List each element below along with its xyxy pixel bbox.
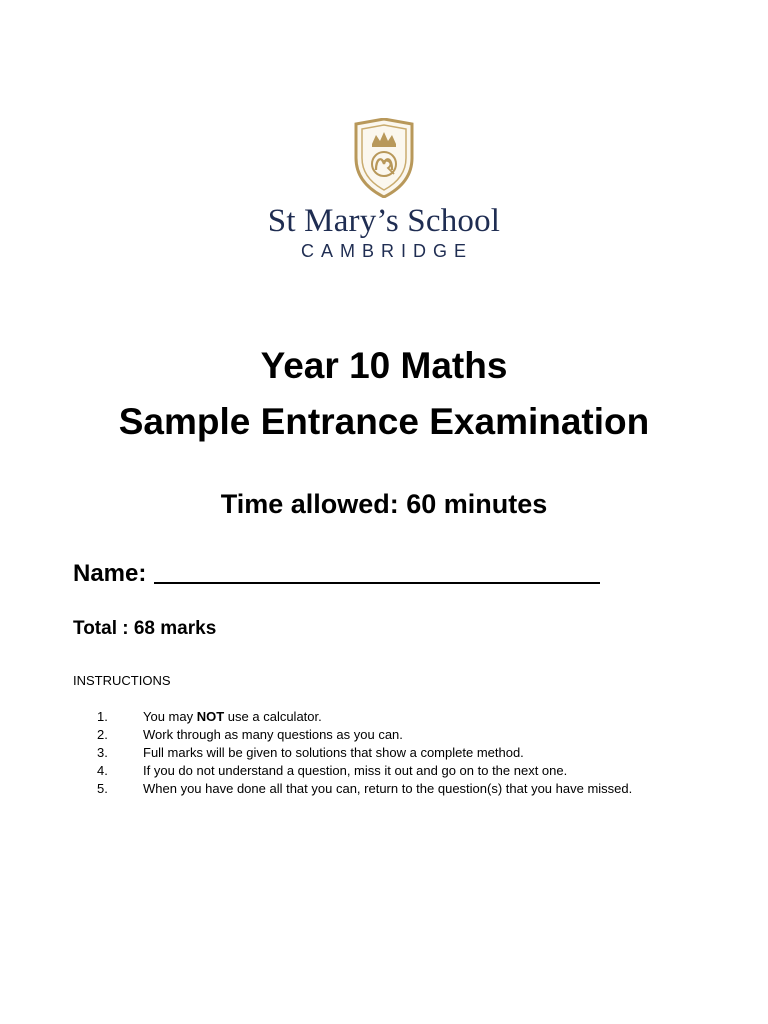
instruction-text: Full marks will be given to solutions that show a complete method.: [143, 745, 524, 760]
instruction-item: [73, 744, 713, 762]
school-name: St Mary’s School: [267, 203, 501, 239]
instructions-list: [73, 708, 713, 798]
school-city: CAMBRIDGE: [300, 241, 473, 261]
instruction-number: 2.: [97, 727, 108, 742]
name-label: Name:: [73, 560, 147, 587]
exam-title-line1: Year 10 Maths: [260, 345, 508, 386]
exam-title-line2: Sample Entrance Examination: [118, 401, 650, 442]
instruction-number: 5.: [97, 781, 108, 796]
time-allowed: Time allowed: 60 minutes: [220, 489, 548, 519]
total-marks: Total : 68 marks: [73, 618, 217, 639]
instruction-text-after: use a calculator.: [224, 709, 322, 724]
name-field: [73, 556, 600, 592]
instruction-number: 3.: [97, 745, 108, 760]
instruction-item: [73, 762, 713, 780]
instruction-text-before: You may: [143, 709, 197, 724]
instruction-text: [143, 708, 322, 726]
instruction-text: When you have done all that you can, return to the question(s) that you have missed.: [143, 781, 633, 796]
instructions-heading: INSTRUCTIONS: [73, 673, 171, 688]
instruction-text-bold: NOT: [196, 709, 225, 724]
school-crest-icon: [352, 118, 416, 198]
instruction-item: [73, 708, 713, 726]
school-logo: [0, 118, 768, 262]
instruction-text: Work through as many questions as you can.: [143, 727, 403, 742]
name-blank-line: [154, 582, 600, 584]
instruction-item: [73, 780, 713, 798]
instruction-text: If you do not understand a question, miss it out and go on to the next one.: [143, 763, 568, 778]
exam-title: [0, 338, 768, 450]
instruction-item: [73, 726, 713, 744]
instruction-number: 4.: [97, 763, 108, 778]
instruction-number: 1.: [97, 709, 108, 724]
